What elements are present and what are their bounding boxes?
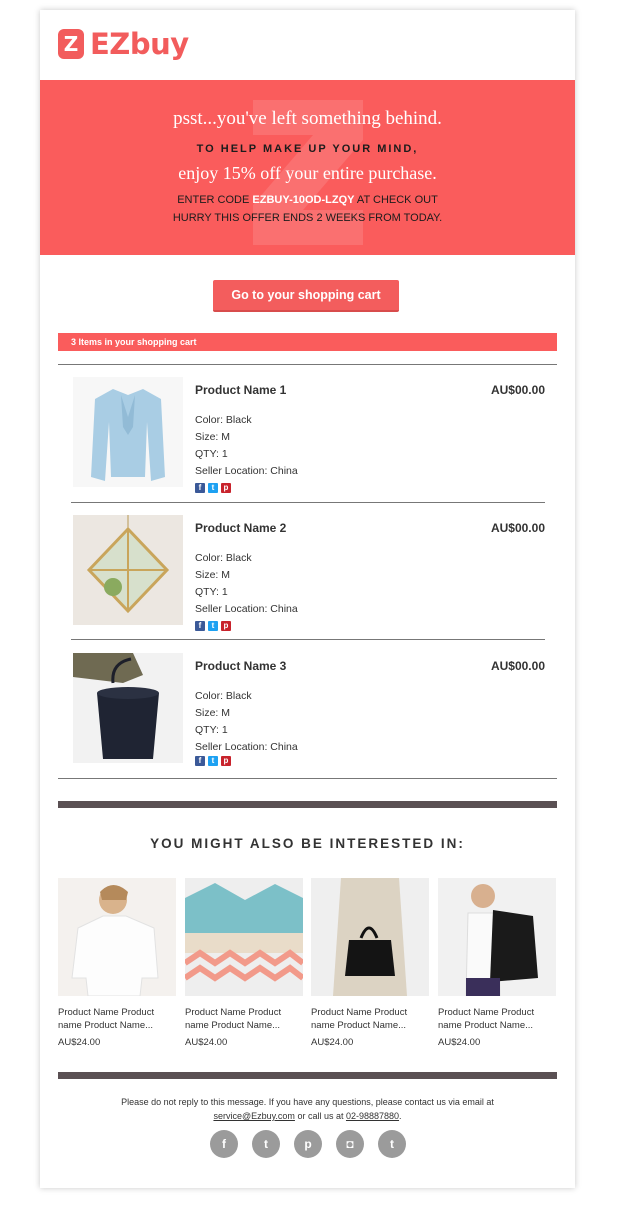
- recommended-product[interactable]: [438, 878, 556, 1048]
- divider: [58, 778, 557, 779]
- twitter-icon[interactable]: t: [208, 621, 218, 631]
- product-seller: Seller Location: China: [195, 603, 298, 615]
- footer-line-2: [40, 1109, 575, 1123]
- product-color: Color: Black: [195, 414, 252, 426]
- cart-item: [71, 515, 545, 630]
- promo-banner: [40, 80, 575, 255]
- product-price: AU$00.00: [490, 521, 545, 535]
- backpack-illustration-icon: [438, 878, 556, 996]
- product-seller: Seller Location: China: [195, 741, 298, 753]
- facebook-icon[interactable]: f: [195, 756, 205, 766]
- pinterest-icon[interactable]: p: [221, 621, 231, 631]
- product-image-gold-mirror[interactable]: [73, 515, 183, 625]
- promo-deadline: HURRY THIS OFFER ENDS 2 WEEKS FROM TODAY.: [172, 212, 443, 224]
- product-qty: QTY: 1: [195, 724, 228, 736]
- product-name[interactable]: Product Name 3: [195, 659, 287, 673]
- share-icons: [195, 483, 231, 493]
- section-divider: [58, 1072, 557, 1079]
- divider: [71, 639, 545, 640]
- product-size: Size: M: [195, 707, 231, 719]
- product-image-bedding[interactable]: [185, 878, 303, 996]
- product-qty: QTY: 1: [195, 448, 228, 460]
- support-phone-link[interactable]: 02-98887880: [345, 1111, 400, 1121]
- twitter-icon[interactable]: t: [208, 483, 218, 493]
- cart-header-bar: 3 Items in your shopping cart: [58, 333, 557, 351]
- product-size: Size: M: [195, 569, 231, 581]
- pinterest-icon[interactable]: p: [221, 483, 231, 493]
- product-size: Size: M: [195, 431, 231, 443]
- footer-end: .: [399, 1111, 402, 1121]
- product-image-blue-blouse[interactable]: [73, 377, 183, 487]
- recommended-product[interactable]: [58, 878, 176, 1048]
- social-links: [210, 1130, 406, 1158]
- promo-subheadline: TO HELP MAKE UP YOUR MIND,: [196, 143, 419, 155]
- bag-illustration-icon: [73, 653, 183, 763]
- mirror-illustration-icon: [73, 515, 183, 625]
- share-icons: [195, 621, 231, 631]
- product-image-backpack[interactable]: [438, 878, 556, 996]
- blouse-illustration-icon: [73, 377, 183, 487]
- footer-message: [40, 1095, 575, 1123]
- section-divider: [58, 801, 557, 808]
- twitter-icon[interactable]: t: [252, 1130, 280, 1158]
- product-image-lace-top[interactable]: [58, 878, 176, 996]
- recommendations-title: YOU MIGHT ALSO BE INTERESTED IN:: [150, 836, 465, 851]
- twitter-icon[interactable]: t: [208, 756, 218, 766]
- divider: [71, 502, 545, 503]
- product-qty: QTY: 1: [195, 586, 228, 598]
- footer-line-1: Please do not reply to this message. If you have any questions, please contact us via email at: [121, 1097, 494, 1107]
- handbag-illustration-icon: [311, 878, 429, 996]
- product-color: Color: Black: [195, 552, 252, 564]
- facebook-icon[interactable]: f: [195, 621, 205, 631]
- logo-mark-icon: Z: [58, 29, 84, 59]
- product-name[interactable]: Product Name Product name Product Name...: [438, 1007, 535, 1031]
- cart-item: [71, 377, 545, 492]
- product-color: Color: Black: [195, 690, 252, 702]
- promo-offer: enjoy 15% off your entire purchase.: [178, 163, 437, 183]
- pinterest-icon[interactable]: p: [221, 756, 231, 766]
- product-price: AU$24.00: [311, 1037, 354, 1048]
- product-name[interactable]: Product Name Product name Product Name...: [311, 1007, 408, 1031]
- product-image-bucket-bag[interactable]: [73, 653, 183, 763]
- pinterest-icon[interactable]: p: [294, 1130, 322, 1158]
- footer-middle: or call us at: [294, 1111, 346, 1121]
- product-price: AU$24.00: [185, 1037, 228, 1048]
- share-icons: [195, 756, 231, 766]
- product-name[interactable]: Product Name Product name Product Name...: [185, 1007, 282, 1031]
- cart-item: [71, 653, 545, 763]
- code-suffix: AT CHECK OUT: [354, 194, 438, 206]
- shopping-cart-button[interactable]: Go to your shopping cart: [213, 280, 399, 312]
- product-price: AU$00.00: [490, 383, 545, 397]
- top-illustration-icon: [58, 878, 176, 996]
- product-name[interactable]: Product Name Product name Product Name...: [58, 1007, 155, 1031]
- email-card: [40, 10, 575, 1188]
- product-seller: Seller Location: China: [195, 465, 298, 477]
- product-price: AU$24.00: [438, 1037, 481, 1048]
- support-email-link[interactable]: service@Ezbuy.com: [213, 1111, 295, 1121]
- product-image-handbag[interactable]: [311, 878, 429, 996]
- brand-logo[interactable]: [58, 28, 189, 60]
- product-name[interactable]: Product Name 2: [195, 521, 287, 535]
- recommended-product[interactable]: [185, 878, 303, 1048]
- facebook-icon[interactable]: f: [210, 1130, 238, 1158]
- promo-code-line: [40, 194, 575, 206]
- promo-code: EZBUY-10OD-LZQY: [252, 194, 355, 206]
- recommended-product[interactable]: [311, 878, 429, 1048]
- product-price: AU$24.00: [58, 1037, 101, 1048]
- divider: [58, 364, 557, 365]
- bedding-illustration-icon: [185, 878, 303, 996]
- product-name[interactable]: Product Name 1: [195, 383, 287, 397]
- facebook-icon[interactable]: f: [195, 483, 205, 493]
- product-price: AU$00.00: [490, 659, 545, 673]
- instagram-icon[interactable]: ◘: [336, 1130, 364, 1158]
- tumblr-icon[interactable]: t: [378, 1130, 406, 1158]
- logo-wordmark: EZbuy: [90, 27, 189, 61]
- code-prefix: ENTER CODE: [177, 194, 253, 206]
- promo-headline: psst...you've left something behind.: [173, 108, 442, 129]
